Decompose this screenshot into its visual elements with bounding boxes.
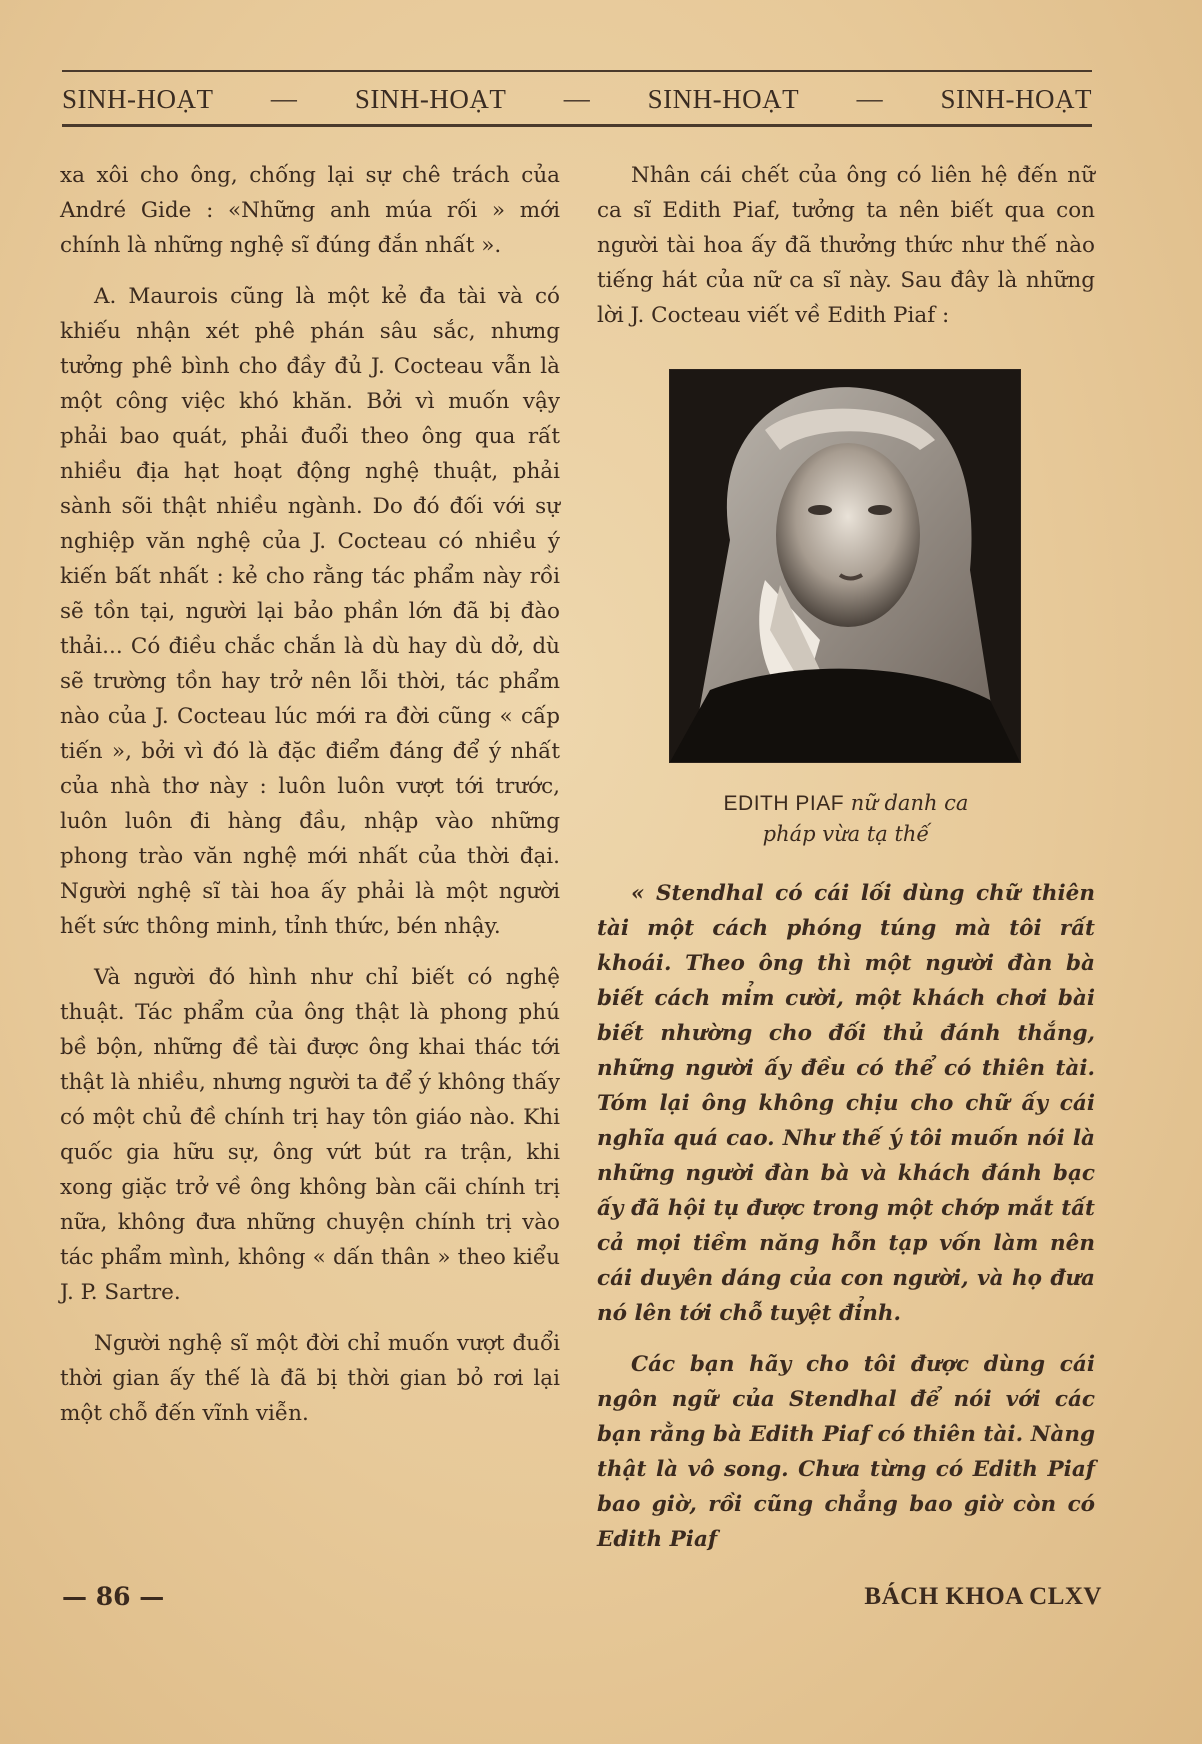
page-number: — 86 — [62, 1582, 165, 1611]
right-column [597, 158, 1095, 1573]
left-paragraph-4: Người nghệ sĩ một đời chỉ muốn vượt đuổi thời gian ấy thế là đã bị thời gian bỏ rơi lại một chỗ đến vĩnh viễn. [60, 1331, 560, 1426]
left-paragraph-1: xa xôi cho ông, chống lại sự chê trách của André Gide : «Những anh múa rối » mới chính là những nghệ sĩ đúng đắn nhất ». [60, 163, 560, 258]
header-item-3: SINH-HOẠT [647, 83, 800, 114]
quote-paragraph-2: Các bạn hãy cho tôi được dùng cái ngôn ngữ của Stendhal để nói với các bạn rằng bà Edith Piaf có thiên tài. Nàng thật là vô song. Chưa từng có Edith Piaf bao giờ, rồi cũng chẳng bao giờ còn có Edith Piaf [597, 1352, 1095, 1552]
left-column [60, 158, 560, 1447]
right-intro-paragraph: Nhân cái chết của ông có liên hệ đến nữ ca sĩ Edith Piaf, tưởng ta nên biết qua con người tài hoa ấy đã thưởng thức như thế nào tiếng hát của nữ ca sĩ này. Sau đây là những lời J. Cocteau viết về Edith Piaf : [597, 163, 1095, 328]
header-separator-2: — [563, 84, 591, 113]
header-item-2: SINH-HOẠT [354, 83, 507, 114]
page-footer [62, 1582, 1102, 1611]
header-separator-1: — [270, 84, 298, 113]
portrait-photo [669, 369, 1021, 763]
header-item-4: SINH-HOẠT [940, 83, 1092, 114]
caption-description-line-2: pháp vừa tạ thế [762, 822, 930, 846]
caption-name: EDITH PIAF [723, 792, 845, 815]
header-top-rule [62, 70, 1092, 72]
left-paragraph-2: A. Maurois cũng là một kẻ đa tài và có khiếu nhận xét phê phán sâu sắc, nhưng tưởng phê bình cho đầy đủ J. Cocteau vẫn là một công việc khó khăn. Bởi vì muốn vậy phải bao quát, phải đuổi theo ông qua rất nhiều địa hạt hoạt động nghệ thuật, phải sành sõi thật nhiều ngành. Do đó đối với sự nghiệp văn nghệ của J. Cocteau có nhiều ý kiến bất nhất : kẻ cho rằng tác phẩm này rồi sẽ tồn tại, người lại bảo phần lớn đã bị đào thải... Có điều chắc chắn là dù hay dù dở, dù sẽ trường tồn hay trở nên lỗi thời, tác phẩm nào của J. Cocteau lúc mới ra đời cũng « cấp tiến », bởi vì đó là đặc điểm đáng để ý nhất của nhà thơ này : luôn luôn vượt tới trước, luôn luôn đi hàng đầu, nhập vào những phong trào văn nghệ mới nhất của thời đại. Người nghệ sĩ tài hoa ấy phải là một người hết sức thông minh, tỉnh thức, bén nhậy. [60, 284, 560, 939]
quote-paragraph-1: « Stendhal có cái lối dùng chữ thiên tài một cách phóng túng mà tôi rất khoái. Theo ông thì một người đàn bà biết cách mỉm cười, một khách chơi bài biết nhường cho đối thủ đánh thắng, những người ấy đều có thể có thiên tài. Tóm lại ông không chịu cho chữ ấy cái nghĩa quá cao. Như thế ý tôi muốn nói là những người đàn bà và khách đánh bạc ấy đã hội tụ được trong một chớp mắt tất cả mọi tiềm năng hỗn tạp vốn làm nên cái duyên dáng của con người, và họ đưa nó lên tới chỗ tuyệt đỉnh. [597, 881, 1095, 1326]
journal-name: BÁCH KHOA CLXV [864, 1582, 1102, 1610]
header-item-1: SINH-HOẠT [62, 83, 214, 114]
photo-caption [597, 788, 1095, 850]
left-paragraph-3: Và người đó hình như chỉ biết có nghệ thuật. Tác phẩm của ông thật là phong phú bề bộn, những đề tài được ông khai thác tới thật là nhiều, nhưng người ta để ý không thấy có một chủ đề chính trị hay tôn giáo nào. Khi quốc gia hữu sự, ông vứt bút ra trận, khi xong giặc trở về ông không bàn cãi chính trị nữa, không đưa những chuyện chính trị vào tác phẩm mình, không « dấn thân » theo kiểu J. P. Sartre. [60, 965, 560, 1305]
caption-description-line-1: nữ danh ca [850, 791, 969, 815]
running-header [62, 78, 1092, 120]
header-bottom-rule [62, 124, 1092, 127]
header-separator-3: — [856, 84, 884, 113]
